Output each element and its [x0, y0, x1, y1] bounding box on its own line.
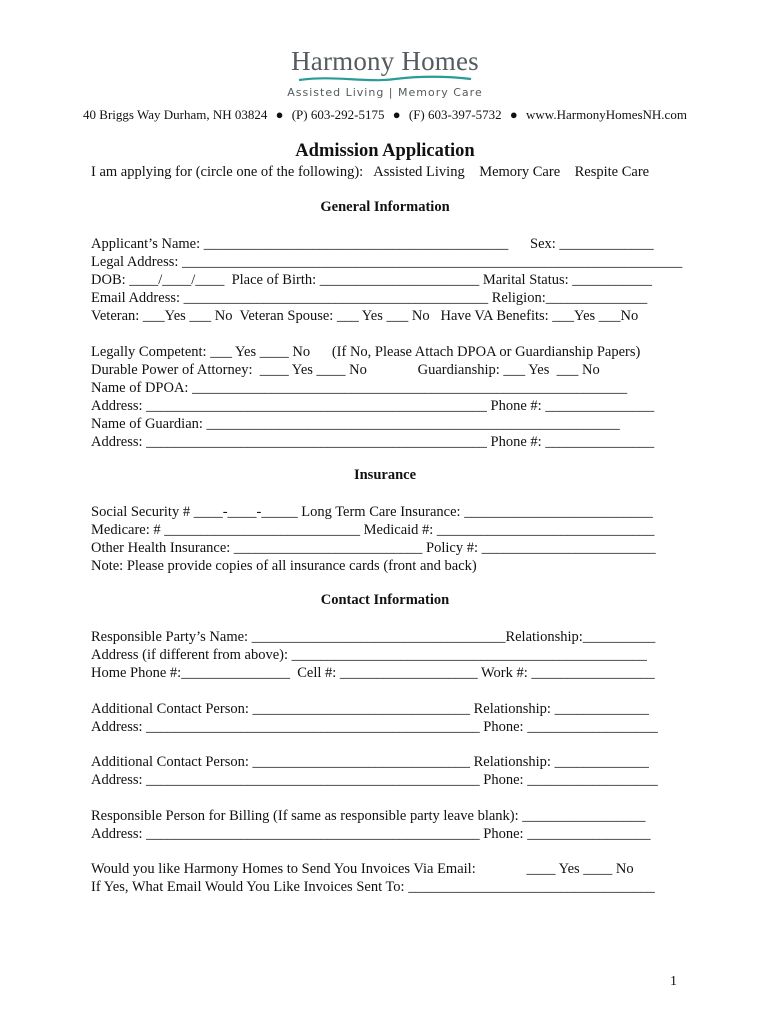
responsible-phones-field[interactable]: Home Phone #:_______________ Cell #: ___________________ Work #: _________________: [91, 665, 655, 681]
bullet-icon: ●: [392, 107, 401, 122]
responsible-address-field[interactable]: Address (if different from above): _________________________________________________: [91, 647, 647, 663]
veteran-field[interactable]: Veteran: ___Yes ___ No Veteran Spouse: ___ Yes ___ No Have VA Benefits: ___Yes ___No: [91, 308, 639, 324]
phone-text: (P) 603-292-5175: [291, 107, 385, 122]
applicant-name-field[interactable]: Applicant’s Name: __________________________________________ Sex: _____________: [91, 236, 654, 252]
contact-info-heading: Contact Information: [320, 592, 450, 608]
legal-address-field[interactable]: Legal Address: _____________________________________________________________________: [91, 254, 683, 270]
contact-line: [0, 107, 770, 123]
email-invoice-question[interactable]: Would you like Harmony Homes to Send You Invoices Via Email: ____ Yes ____ No: [91, 861, 634, 877]
billing-address-field[interactable]: Address: ______________________________________________ Phone: _________________: [91, 826, 651, 842]
guardian-name-field[interactable]: Name of Guardian: _________________________________________________________: [91, 416, 620, 432]
dpoa-address-field[interactable]: Address: _______________________________________________ Phone #: _______________: [91, 398, 655, 414]
bullet-icon: ●: [509, 107, 518, 122]
logo-name: Harmony Homes: [291, 46, 479, 76]
insurance-note: Note: Please provide copies of all insurance cards (front and back): [91, 558, 477, 574]
applying-for-line[interactable]: I am applying for (circle one of the following): Assisted Living Memory Care Respite Care: [91, 164, 650, 180]
page-title: Admission Application: [295, 141, 475, 161]
website-link[interactable]: www.HarmonyHomesNH.com: [526, 107, 687, 122]
responsible-party-field[interactable]: Responsible Party’s Name: ___________________________________Relationship:__________: [91, 629, 656, 645]
additional-contact-1-field[interactable]: Additional Contact Person: ______________________________ Relationship: _____________: [91, 701, 649, 717]
additional-contact-2-address[interactable]: Address: ______________________________________________ Phone: __________________: [91, 772, 658, 788]
bullet-icon: ●: [275, 107, 284, 122]
guardian-address-field[interactable]: Address: _______________________________________________ Phone #: _______________: [91, 434, 655, 450]
logo-subtitle: Assisted Living | Memory Care: [287, 86, 483, 99]
dob-field[interactable]: DOB: ____/____/____ Place of Birth: ______________________ Marital Status: ___________: [91, 272, 653, 288]
additional-contact-2-field[interactable]: Additional Contact Person: ______________________________ Relationship: _____________: [91, 754, 649, 770]
dpoa-name-field[interactable]: Name of DPOA: ____________________________________________________________: [91, 380, 628, 396]
fax-text: (F) 603-397-5732: [408, 107, 502, 122]
general-info-heading: General Information: [320, 199, 450, 215]
billing-person-field[interactable]: Responsible Person for Billing (If same as responsible party leave blank): _________________: [91, 808, 646, 824]
insurance-heading: Insurance: [353, 467, 417, 483]
invoice-email-field[interactable]: If Yes, What Email Would You Like Invoices Sent To: __________________________________: [91, 879, 655, 895]
other-insurance-field[interactable]: Other Health Insurance: __________________________ Policy #: ________________________: [91, 540, 656, 556]
logo: [0, 46, 770, 99]
social-security-field[interactable]: Social Security # ____-____-_____ Long Term Care Insurance: __________________________: [91, 504, 653, 520]
additional-contact-1-address[interactable]: Address: ______________________________________________ Phone: __________________: [91, 719, 658, 735]
address-text: 40 Briggs Way Durham, NH 03824: [83, 107, 268, 122]
page-number: 1: [670, 974, 677, 989]
power-of-attorney-field[interactable]: Durable Power of Attorney: ____ Yes ____ No Guardianship: ___ Yes ___ No: [91, 362, 600, 378]
legally-competent-field[interactable]: Legally Competent: ___ Yes ____ No (If No, Please Attach DPOA or Guardianship Papers): [91, 344, 641, 360]
medicare-field[interactable]: Medicare: # ___________________________ Medicaid #: ______________________________: [91, 522, 655, 538]
email-address-field[interactable]: Email Address: __________________________________________ Religion:______________: [91, 290, 648, 306]
